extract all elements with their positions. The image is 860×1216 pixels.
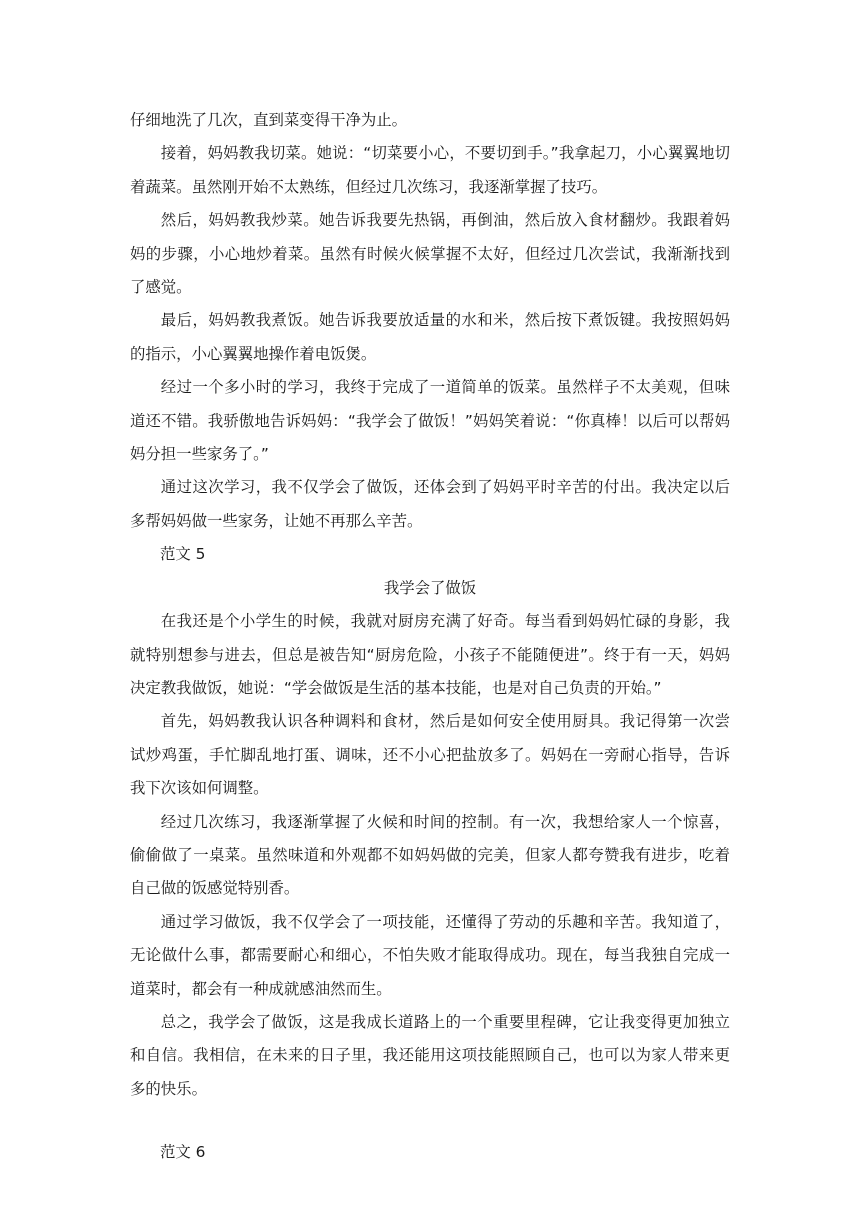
essay5-paragraph-1: 在我还是个小学生的时候，我就对厨房充满了好奇。每当看到妈妈忙碌的身影，我就特别想参与进去，但总是被告知“厨房危险，小孩子不能随便进”。终于有一天，妈妈决定教我做饭，她说：“学会做饭是生活的基本技能，也是对自己负责的开始。” (130, 612, 730, 697)
sample-label-5: 范文 5 (160, 545, 206, 564)
sample-label-6: 范文 6 (160, 1143, 206, 1162)
essay5-paragraph-5: 总之，我学会了做饭，这是我成长道路上的一个重要里程碑，它让我变得更加独立和自信。我相信，在未来的日子里，我还能用这项技能照顾自己，也可以为家人带来更多的快乐。 (130, 1012, 730, 1098)
essay5-paragraph-2: 首先，妈妈教我认识各种调料和食材，然后是如何安全使用厨具。我记得第一次尝试炒鸡蛋，手忙脚乱地打蛋、调味，还不小心把盐放多了。妈妈在一旁耐心指导，告诉我下次该如何调整。 (130, 712, 730, 798)
paragraph-frying: 然后，妈妈教我炒菜。她告诉我要先热锅，再倒油，然后放入食材翻炒。我跟着妈妈的步骤，小心地炒着菜。虽然有时候火候掌握不太好，但经过几次尝试，我渐渐找到了感觉。 (130, 211, 730, 297)
document-body (130, 104, 730, 1170)
paragraph-conclusion: 通过这次学习，我不仅学会了做饭，还体会到了妈妈平时辛苦的付出。我决定以后多帮妈妈做一些家务，让她不再那么辛苦。 (130, 478, 730, 530)
section-spacer (130, 1106, 730, 1136)
paragraph-cutting: 接着，妈妈教我切菜。她说：“切菜要小心，不要切到手。”我拿起刀，小心翼翼地切着蔬菜。虽然刚开始不太熟练，但经过几次练习，我逐渐掌握了技巧。 (130, 144, 730, 196)
paragraph-continued: 仔细地洗了几次，直到菜变得干净为止。 (130, 111, 408, 129)
essay5-paragraph-3: 经过几次练习，我逐渐掌握了火候和时间的控制。有一次，我想给家人一个惊喜，偷偷做了一桌菜。虽然味道和外观都不如妈妈做的完美，但家人都夸赞我有进步，吃着自己做的饭感觉特别香。 (130, 812, 730, 898)
paragraph-result: 经过一个多小时的学习，我终于完成了一道简单的饭菜。虽然样子不太美观，但味道还不错。我骄傲地告诉妈妈：“我学会了做饭！”妈妈笑着说：“你真棒！以后可以帮妈妈分担一些家务了。” (130, 378, 730, 464)
paragraph-rice: 最后，妈妈教我煮饭。她告诉我要放适量的水和米，然后按下煮饭键。我按照妈妈的指示，小心翼翼地操作着电饭煲。 (130, 311, 730, 363)
essay-title-5: 我学会了做饭 (383, 578, 477, 597)
essay5-paragraph-4: 通过学习做饭，我不仅学会了一项技能，还懂得了劳动的乐趣和辛苦。我知道了，无论做什么事，都需要耐心和细心，不怕失败才能取得成功。现在，每当我独自完成一道菜时，都会有一种成就感油然而生。 (130, 912, 730, 998)
